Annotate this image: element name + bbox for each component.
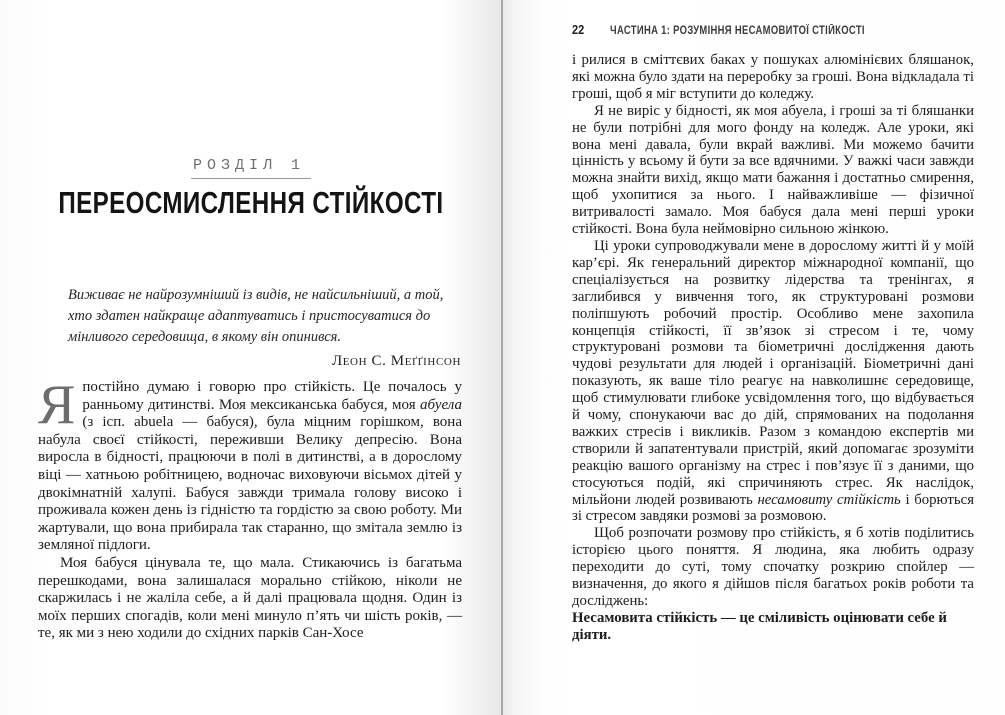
- paragraph: [572, 238, 974, 525]
- right-page: [503, 0, 1005, 715]
- chapter-label-row: [0, 156, 502, 179]
- left-page: [0, 0, 502, 715]
- definition-callout: Несамовита стійкість — це сміливість оцінювати себе й діяти.: [572, 609, 947, 644]
- page-number: 22: [572, 23, 585, 37]
- chapter-title-row: [0, 185, 502, 221]
- paragraph: [38, 374, 462, 555]
- epigraph: [68, 285, 461, 372]
- drop-cap: Я: [38, 374, 76, 436]
- left-page-body: [38, 374, 462, 643]
- paragraph: Я не виріс у бідності, як моя абуела, і гроші за ті бляшанки не були потрібні для мого фонду на коледж. Але уроки, які вона мені давала, були вкрай важливі. Ми можемо бачити цінність у всьому й бути за все вдячними. У важкі часи завжди можна знайти вихід, якщо мати бажання і достатньо смирення, щоб ухопитися за нього. І найважливіше — фізичної витривалості замало. Моя бабуся дала мені перші уроки стійкості. Вона була неймовірно сильною жінкою.: [572, 102, 974, 238]
- epigraph-text: Виживає не найрозумніший із видів, не найсильніший, а той, хто здатен найкраще адаптуватись і пристосуватися до мінливого середовища, в якому він опинився.: [68, 287, 444, 345]
- chapter-label: РОЗДІЛ 1: [191, 157, 311, 179]
- italic-term: несамовиту стійкість: [757, 491, 901, 508]
- paragraph: Щоб розпочати розмову про стійкість, я б хотів поділитись історією цього поняття. Я людина, яка любить одразу переходити до суті, тому спочатку розкрию спойлер — визначення, до якого я дійшов після багатьох років роботи та досліджень:: [572, 525, 974, 609]
- running-header: [572, 21, 982, 39]
- paragraph-text: і борються зі стресом завдяки розмові за розмовою.: [572, 491, 975, 525]
- paragraph: і рилися в сміттєвих баках у пошуках алюмінієвих бляшанок, які можна було здати на переробку за гроші. Вона відкладала ті гроші, щоб я міг вступити до коледжу.: [572, 52, 974, 102]
- epigraph-attribution: Леон С. Меґґінсон: [331, 353, 461, 369]
- paragraph-text: (з ісп. abuela — бабуся), була міцним горішком, вона набула своєї стійкості, переживши Велику депресію. Вона виросла в бідності, працюючи в полі в дитинстві, а в дорослому віці — хатньою робітницею, водночас виховуючи вісьмох дітей у двокімнатній халупі. Бабуся завжди тримала голову високо і проживала кожен день із гідністю та гордістю за свою роботу. Ми жартували, що вона прибирала так старанно, що змітала землю із земляної підлоги.: [38, 414, 462, 554]
- paragraph-text: постійно думаю і говорю про стійкість. Це почалось у ранньому дитинстві. Моя мексиканська бабуся, моя: [82, 379, 462, 413]
- paragraph-text: Ці уроки супроводжували мене в дорослому житті й у моїй кар’єрі. Як генеральний директор міжнародної компанії, що спеціалізується на розвитку лідерства та тренінгах, я заглибився у вивчення того, як структуровані розмови поліпшують робочий простір. Особливо мене захопила концепція стійкості, її зв’язок зі стресом і те, чому структуровані розмови та біометричні дослідження дають чудові результати для людей і організацій. Біометричні дані показують, як ваше тіло реагує на навколишнє середовище, щоб стимулювати глибоке усвідомлення того, що відбувається й чому, спонукаючи вас до дій, спрямованих на подолання важких стресів і викликів. Разом з командою експертів ми створили й запатентували пристрій, який допомагає зрозуміти реакцію вашого організму на стрес і пов’язує її з даними, що стосуються подій, які спричиняють стрес. Як наслідок, мільйони людей розвивають: [572, 237, 974, 508]
- section-title: ЧАСТИНА 1: РОЗУМІННЯ НЕСАМОВИТОЇ СТІЙКОСТІ: [609, 25, 865, 37]
- italic-term: абуела: [419, 396, 462, 413]
- paragraph: Моя бабуся цінувала те, що мала. Стикаючись із багатьма перешкодами, вона залишалася морально стійкою, ніколи не скаржилась і не жаліла себе, а й далі працювала щодня. Один із моїх перших спогадів, коли мені минуло п’ять чи шість років, — те, як ми з нею ходили до східних парків Сан-Хосе: [38, 554, 462, 642]
- right-page-body: [572, 52, 974, 645]
- book-gutter: [501, 0, 503, 715]
- chapter-title: ПЕРЕОСМИСЛЕННЯ СТІЙКОСТІ: [58, 185, 444, 220]
